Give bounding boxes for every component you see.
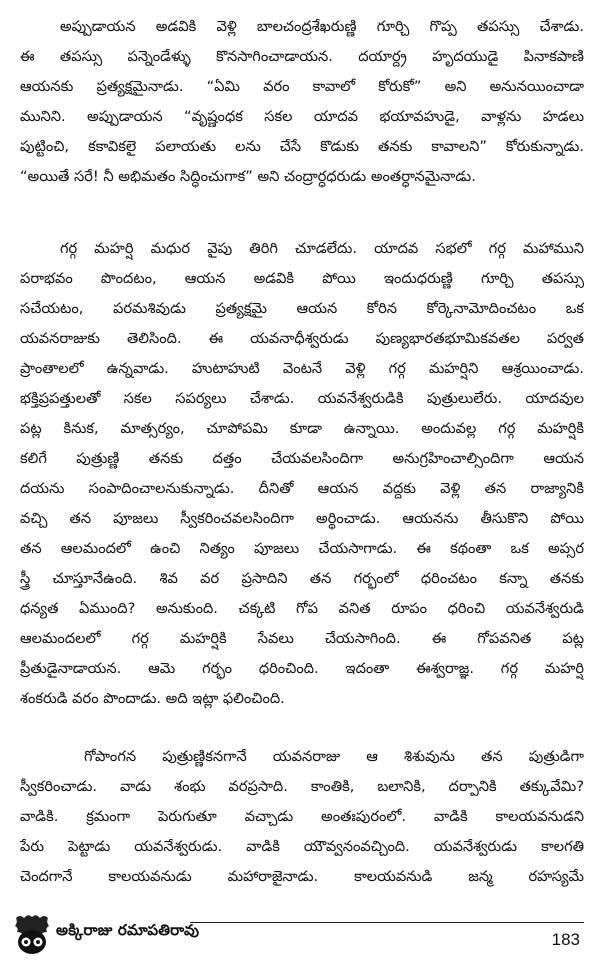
text-line: గర్గ మహర్షి మధుర వైపు తిరిగి చూడలేదు. యాదవ సభలో గర్గ మహాముని <box>60 240 584 257</box>
text-line: స్త్రీ చూస్తూనేఉంది. శివ వర ప్రసాదిని తన గర్భంలో ధరించటం కన్నా తనకు <box>20 570 584 587</box>
text-line: పరాభవం పొందటం, ఆయన అడవికి పోయి ఇందుధరుణ్ణి గూర్చి తపస్సు <box>20 270 584 287</box>
text-line: ఆలమందలలో గర్గ మహర్షికి సేవలు చేయసాగింది. ఈ గోపవనిత పట్ల <box>20 630 584 647</box>
text-line: ప్రాంతాలలో ఉన్నవాడు. హుటాహుటి వెంటనే వెళ్లి గర్గ మహర్షిని ఆశ్రయించాడు. <box>20 360 584 377</box>
page-number: 183 <box>551 930 580 949</box>
text-line: కలిగే పుత్రుణ్ణి తనకు దత్తం చేయవలసిందిగా అనుగ్రహించాల్సిందిగా ఆయన <box>20 450 584 467</box>
text-line: పేరు పెట్టాడు యవనేశ్వరుడు. వాడికి యౌవ్వనంవచ్చింది. యవనేశ్వరుడు కాలగతి <box>20 838 584 855</box>
text-line: తన ఆలమందలో ఉంచి నిత్యం పూజలు చేయసాగాడు. ఈ కథంతా ఒక అప్సర <box>20 540 584 557</box>
text-line: భక్తిప్రపత్తులతో సకల సపర్యలు చేశాడు. యవనేశ్వరుడికి పుత్రులులేరు. యాదవుల <box>20 390 584 407</box>
text-line: ఆయనకు ప్రత్యక్షమైనాడు. “ఏమి వరం కావాలో కోరుకో” అని అనునయించాడా <box>20 78 584 95</box>
text-line: చెందగానే కాలయవనుడు మహారాజైనాడు. కాలయవనుడి జన్మ రహస్యమే <box>20 868 584 885</box>
text-line: వాడికి. క్రమంగా పెరుగుతూ వచ్చాడు అంతఃపురంలో. వాడికి కాలయవనుడని <box>20 808 584 825</box>
text-line: వచ్చి తన పూజలు స్వీకరించవలసిందిగా అర్థించాడు. ఆయనను తీసుకొని పోయి <box>20 510 584 527</box>
text-line: గోపాంగన పుత్రుణ్ణికనగానే యవనరాజు ఆ శిశువును తన పుత్రుడిగా <box>84 748 584 765</box>
text-line: “అయితే సరే! నీ అభిమతం సిద్ధించుగాక” అని చంద్రార్ధధరుడు అంతర్ధానమైనాడు. <box>20 168 476 185</box>
text-line: శంకరుడి వరం పొందాడు. అది ఇట్లా ఫలించింది. <box>20 690 285 707</box>
paragraph-2 <box>20 234 584 714</box>
text-line: యవనరాజుకు తెలిసింది. ఈ యవనాధీశ్వరుడు పుణ్యభారతభూమికవతల పర్వత <box>20 330 584 347</box>
text-line: అప్పుడాయన అడవికి వెళ్లి బాలచంద్రశేఖరుణ్ణి గూర్చి గొప్ప తపస్సు చేశాడు. <box>60 18 584 35</box>
text-line: మునిని. అప్పుడాయన “వృష్ణంధక సకల యాదవ భయావహుడై, వాళ్లను హడలు <box>20 108 584 125</box>
text-line: పట్ల కినుక, మాత్సర్యం, చూపోపమి కూడా ఉన్నాయి. అందువల్ల గర్గ మహర్షికి <box>20 420 584 437</box>
text-line: ఈ తపస్సు పన్నెండేళ్ళు కొనసాగించాడాయన. దయార్ద్ర హృదయుడై పినాకపాణి <box>20 48 584 65</box>
paragraph-1 <box>20 12 584 192</box>
text-line: ధన్యత ఏముంది? అనుకుంది. చక్కటి గోప వనిత రూపం ధరించి యవనేశ్వరుడి <box>20 600 584 617</box>
text-line: దయను సంపాదించాలనుకున్నాడు. దీనితో ఆయన వద్దకు వెళ్లి తన రాజ్యానికి <box>20 480 584 497</box>
text-line: సచేయటం, పరమశివుడు ప్రత్యక్షమై ఆయన కోరిన కోర్కెనామోదించటం ఒక <box>20 300 584 317</box>
text-line: స్వీకరించాడు. వాడు శంభు వరప్రసాది. కాంతికి, బలానికి, దర్పానికి తక్కువేమి? <box>20 778 584 795</box>
paragraph-3 <box>20 742 584 892</box>
author-logo-icon <box>12 912 52 956</box>
text-line: పుట్టించి, కకావికలై పలాయతు లను చేసే కొడుకు తనకు కావాలని” కోరుకున్నాడు. <box>20 138 584 155</box>
footer-divider <box>190 922 584 923</box>
text-line: ప్రీతుడైనాడాయన. ఆమె గర్భం ధరించింది. ఇదంతా ఈశ్వరాజ్ఞ. గర్గ మహర్షి <box>20 660 584 677</box>
author-name: అక్కిరాజు రమాపతిరావు <box>56 921 200 939</box>
